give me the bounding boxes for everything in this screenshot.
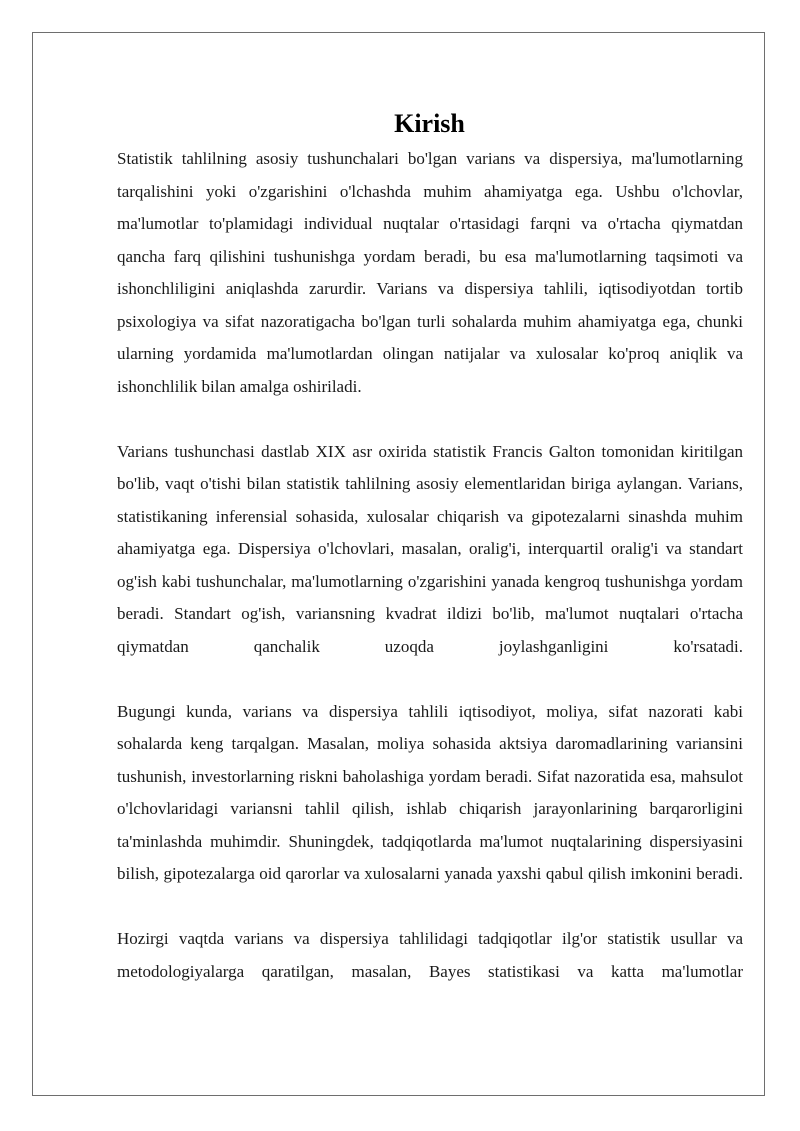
page-title: Kirish bbox=[394, 109, 465, 138]
paragraph-2: Varians tushunchasi dastlab XIX asr oxirida statistik Francis Galton tomonidan kiritilgan bo'lib, vaqt o'tishi bilan statistik tahlilning asosiy elementlaridan biriga aylangan. Varians, statistikaning inferensial sohasida, xulosalar chiqarish va gipotezalarni sinashda muhim ahamiyatga ega. Dispersiya o'lchovlari, masalan, oralig'i, interquartil oralig'i va standart og'ish kabi tushunchalar, ma'lumotlarning o'zgarishini yanada kengroq tushunishga yordam beradi. Standart og'ish, variansning kvadrat ildizi bo'lib, ma'lumot nuqtalari o'rtacha qiymatdan qanchalik uzoqda joylashganligini ko'rsatadi. bbox=[117, 441, 743, 656]
document-page bbox=[32, 32, 765, 1096]
document-body bbox=[117, 143, 743, 1021]
paragraph-4: Hozirgi vaqtda varians va dispersiya tahlilidagi tadqiqotlar ilg'or statistik usullar va metodologiyalarga qaratilgan, masalan, Bayes statistikasi va katta ma'lumotlar bbox=[117, 929, 743, 981]
paragraph-3: Bugungi kunda, varians va dispersiya tahlili iqtisodiyot, moliya, sifat nazorati kabi sohalarda keng tarqalgan. Masalan, moliya sohasida aktsiya daromadlarining variansini tushunish, investorlarning riskni baholashiga yordam beradi. Sifat nazoratida esa, mahsulot o'lchovlaridagi variansni tahlil qilish, ishlab chiqarish jarayonlarining barqarorligini ta'minlashda muhimdir. Shuningdek, tadqiqotlarda ma'lumot nuqtalarining dispersiyasini bilish, gipotezalarga oid qarorlar va xulosalarni yanada yaxshi qabul qilish imkonini beradi. bbox=[117, 701, 743, 883]
paragraph-1: Statistik tahlilning asosiy tushunchalari bo'lgan varians va dispersiya, ma'lumotlarning tarqalishini yoki o'zgarishini o'lchashda muhim ahamiyatga ega. Ushbu o'lchovlar, ma'lumotlar to'plamidagi individual nuqtalar o'rtasidagi farqni va o'rtacha qiymatdan qancha farq qilishini tushunishga yordam beradi, bu esa ma'lumotlarning taqsimoti va ishonchliligini aniqlashda zarurdir. Varians va dispersiya tahlili, iqtisodiyotdan tortib psixologiya va sifat nazoratigacha bo'lgan turli sohalarda muhim ahamiyatga ega, chunki ularning yordamida ma'lumotlardan olingan natijalar va xulosalar ko'proq aniqlik va ishonchlilik bilan amalga oshiriladi. bbox=[117, 149, 743, 396]
